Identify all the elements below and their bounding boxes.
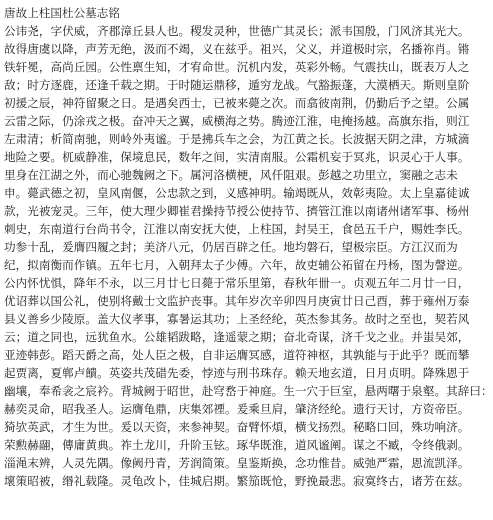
inscription-body [4, 22, 493, 490]
text-line: 云；道之同也，远犹鱼水。公雄韬跋略，逢遥蒙之期；奋北奇谋，济千戈之业。并蚩吴郊， [4, 330, 470, 344]
text-line: 刺史，东南道行台尚书令，江淮以南安抚大使，上柱国，封吴王，食邑五千户，赐姓李氏。 [4, 222, 470, 236]
text-line: 左肃清；析简南驰，则岭外夷谧。于是拂兵车之会，为江黄之长。长波据天阴之津，方城滴 [4, 132, 470, 146]
document-title: 唐故上柱国杜公墓志铭 [4, 6, 120, 20]
text-line: 起贾离，夏郸卢饋。英姿共茂碏先委，悖迹与刑书珠存。赖天地玄道，日月贞明。降殊恩于 [4, 366, 470, 380]
text-line: 公内怀忧惧，降年不永，以三月廿七日薨于常乐里第，春秋年卌一。贞观五年二月廿一日， [4, 276, 470, 290]
text-line: 里身在江湖之外，而心驰魏阙之下。属河洛横梗，风仟阻艰。彭越之功里立，窦融之志未 [4, 168, 458, 182]
text-line: 纪，拟南衡而作镇。五年七月，入朝拜太子少傅。六年，故吏辅公祏留在丹杨，图为謦逆。 [4, 258, 470, 272]
text-line: 云雷之际，仍涂戎之极。奋冲天之翼，威横海之势。腾迹江淮，电掩扬越。高旗东指，则江 [4, 114, 470, 128]
text-line: 故得唐虞以降，声芳无绝，汲而不竭，义在兹乎。祖兴，父义，并道极时宗，名播祢肖。锵 [4, 42, 470, 56]
text-line: 幽壤，奉希衾之宸衿。背城阙于昭世，赴穹嵍于神庭。生一穴于巨室，悬两曙于泉壑。其辞曰： [4, 384, 493, 398]
text-line: 铁轩冕，高尚丘园。公性禀生知，才宥命世。沉机内发，英彩外畅。气震扶山，既表万人之 [4, 60, 470, 74]
text-line: 赫奕灵命，昭我圣人。运膺龟鼎，庆集郊禋。爰乘旦肩，肇济经纶。遗行天讨，方资帝臣。 [4, 402, 470, 416]
text-line: 荣勲赫翮，傳庸黄典。祚土龙川，升阶玉铉。琢华既淮，道风谧阐。谋之不臧，令终俄剥。 [4, 438, 470, 452]
text-line: 初援之辰，神符留聚之日。是遇矣西士，已被来薨之次。而翕彼南荆，仍勤后予之望。公属 [4, 96, 470, 110]
text-line: 优诏葬以国公礼，使别将戴士文监护丧事。其年岁次辛卯四月庚寅廿日己酉，葬于雍州万泰 [4, 294, 470, 308]
text-line: 壞策昭被，缗礼载隆。灵龟改卜，佳城启期。繁笳既怆，野挽最悲。寂寞终古，诸芳在兹。 [4, 474, 470, 488]
text-line: 县义善乡少陵原。盖大仪孝事，寡暑运其功；上圣经纶，英杰参其务。故时之至也，契若风 [4, 312, 470, 326]
text-line: 亚迹韩彭。蹈天爵之高，处人臣之极，自非运膺冥感，道符神枢，其孰能与于此乎？既而攀 [4, 348, 470, 362]
text-line: 地险之要。杌威静准，保境息民，数年之间，实清南服。公霜机妄于冥兆，识灵心于人事。 [4, 150, 470, 164]
text-line: 敌；时方逐鹿，还逢千载之期。于时随运鼎移，遁穷龙战。气豁振蓬，大漠栖天。斯则皇阶 [4, 78, 470, 92]
text-line: 申。薨武德之初，皇风南偃，公忠款之到，义感神明。输竭既从，效彰夷险。太上皇嘉徒诚 [4, 186, 470, 200]
text-line: 款，光被宠灵。三年，使大理少卿崔君操持节授公使持节、擠管江淮以南诸州诸军事、杨州 [4, 204, 470, 218]
text-line: 公讳尧，字伏威，齐郡漳丘县人也。稷发灵种，世德广其灵长；派韦国殷，门风济其光大。 [4, 24, 470, 38]
text-line: 猗欤英武，才生为世。爰以天资，来参神契。奋臂怀煩，横戈扬烈。秘略口回，殊功响济。 [4, 420, 470, 434]
text-line: 淄渑末辨，人灵先隅。像阙丹青，芳润简策。皇鉴斯换，念功惟昔。威弛严霜，恩流凯泽。 [4, 456, 470, 470]
text-line: 功参十乱，爰膺四履之封；美济八元，仍居百辟之任。地均磐石，望极宗臣。方江汉而为 [4, 240, 458, 254]
